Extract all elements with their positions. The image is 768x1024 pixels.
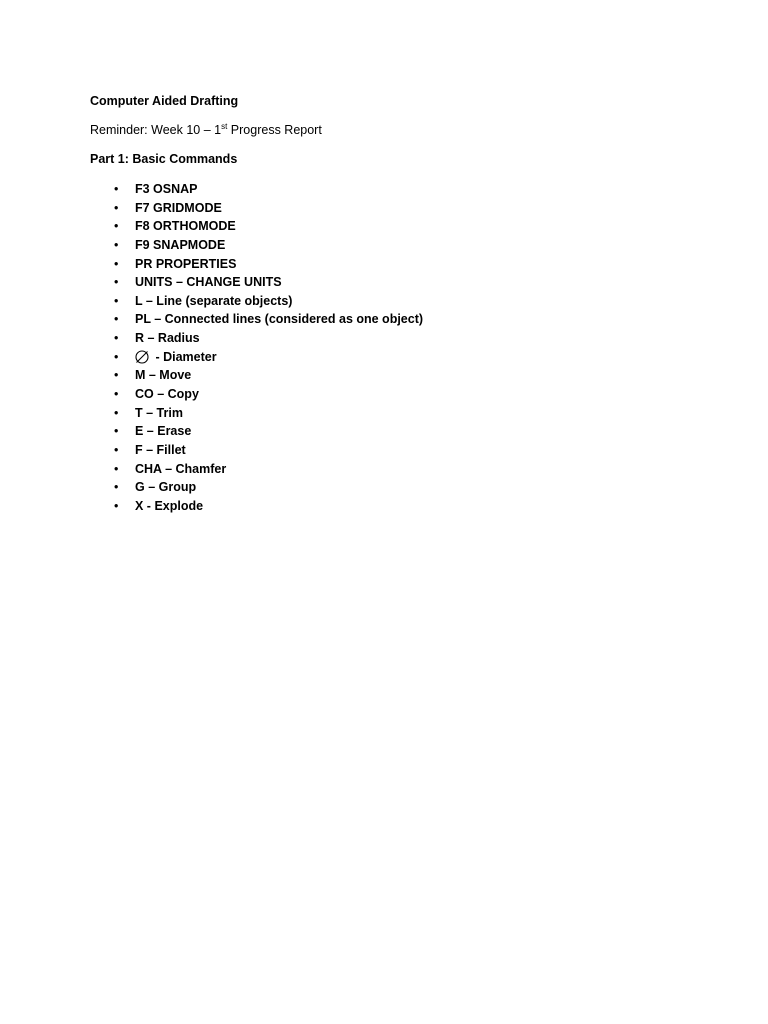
document-page	[90, 93, 710, 516]
bullet-icon: •	[114, 182, 119, 196]
command-text: E – Erase	[135, 424, 192, 439]
reminder-line	[90, 122, 710, 138]
command-item	[90, 310, 710, 329]
bullet-icon: •	[114, 331, 119, 346]
command-item	[90, 199, 710, 218]
command-text: F9 SNAPMODE	[135, 237, 226, 252]
command-item	[90, 422, 710, 441]
command-text: UNITS – CHANGE UNITS	[135, 275, 282, 290]
bullet-icon: •	[114, 293, 119, 308]
command-text: - Diameter	[152, 349, 217, 364]
bullet-icon: •	[114, 312, 119, 327]
command-item	[90, 478, 710, 497]
command-text: PL – Connected lines (considered as one object)	[135, 312, 424, 327]
command-item	[90, 217, 710, 236]
document-title: Computer Aided Drafting	[90, 94, 239, 108]
command-text: F3 OSNAP	[135, 182, 198, 196]
command-text: F – Fillet	[135, 442, 186, 457]
bullet-icon: •	[114, 480, 119, 495]
bullet-icon: •	[114, 200, 119, 215]
part-heading: Part 1: Basic Commands	[90, 152, 238, 166]
command-list	[90, 180, 710, 516]
bullet-icon: •	[114, 219, 119, 234]
command-text: F7 GRIDMODE	[135, 200, 222, 215]
command-item	[90, 329, 710, 348]
bullet-icon: •	[114, 237, 119, 252]
command-text: M – Move	[135, 368, 192, 383]
command-text: L – Line (separate objects)	[135, 293, 293, 308]
diameter-icon	[135, 350, 149, 364]
command-text: R – Radius	[135, 331, 200, 346]
bullet-icon: •	[114, 461, 119, 476]
bullet-icon: •	[114, 405, 119, 420]
command-item	[90, 236, 710, 255]
bullet-icon: •	[114, 349, 119, 364]
command-item	[90, 404, 710, 423]
bullet-icon: •	[114, 368, 119, 383]
reminder-prefix: Reminder: Week 10 – 1	[90, 123, 222, 137]
command-item	[90, 348, 710, 367]
command-text: CHA – Chamfer	[135, 461, 227, 476]
command-item	[90, 385, 710, 404]
command-item	[90, 460, 710, 479]
command-item	[90, 255, 710, 274]
reminder-suffix: Progress Report	[227, 123, 322, 137]
command-item	[90, 441, 710, 460]
bullet-icon: •	[114, 424, 119, 439]
command-text: T – Trim	[135, 405, 183, 420]
command-item	[90, 180, 710, 199]
bullet-icon: •	[114, 256, 119, 271]
command-item	[90, 292, 710, 311]
command-text: X - Explode	[135, 498, 204, 513]
command-item	[90, 273, 710, 292]
bullet-icon: •	[114, 442, 119, 457]
command-text: F8 ORTHOMODE	[135, 219, 236, 234]
command-text: PR PROPERTIES	[135, 256, 237, 271]
command-item	[90, 497, 710, 516]
bullet-icon: •	[114, 387, 119, 402]
command-item	[90, 366, 710, 385]
command-text: G – Group	[135, 480, 197, 495]
bullet-icon: •	[114, 498, 119, 513]
command-text: CO – Copy	[135, 387, 199, 402]
bullet-icon: •	[114, 275, 119, 290]
reminder-superscript: st	[221, 121, 228, 131]
